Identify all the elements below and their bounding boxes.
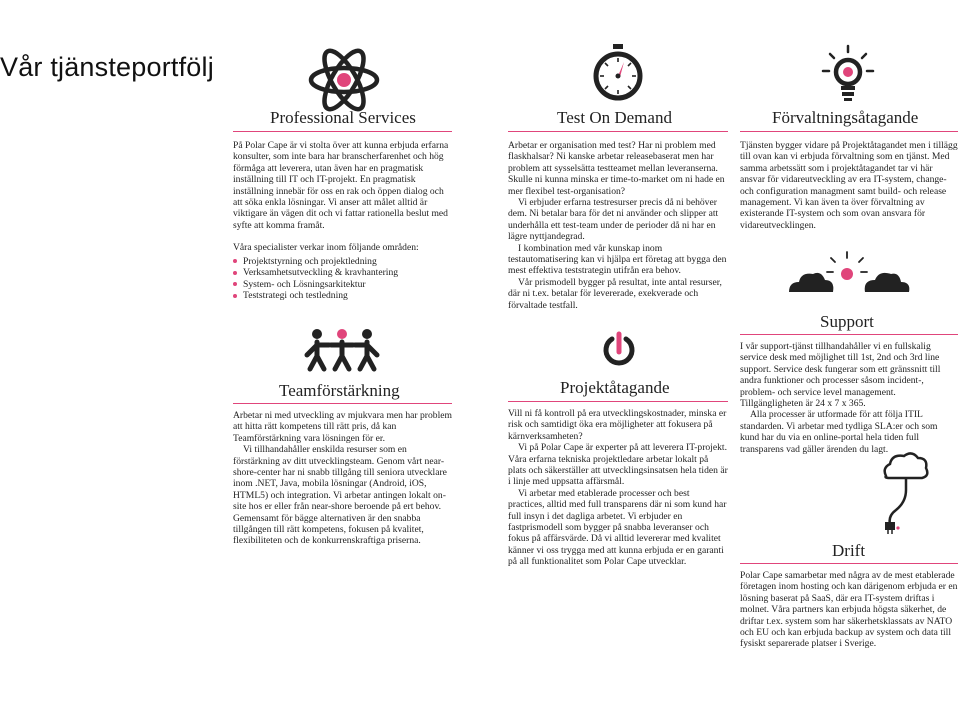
teamforstarkning-title: Teamförstärkning [279,381,400,400]
projektatagande-text [508,408,728,568]
lightbulb-icon [820,44,876,106]
drift-title: Drift [832,541,866,560]
team-figures-icon [305,328,379,372]
support-text [740,341,958,455]
paragraph: Vi på Polar Cape är experter på att leverera IT-projekt. Våra erfarna tekniska projektledare arbetar lokalt på plats och säkerställer att utvecklingsinsatsen hela tiden är i linje med uppsatta affärsmål. [508,442,728,488]
list-item: System- och Lösningsarkitektur [233,279,452,291]
paragraph: På Polar Cape är vi stolta över att kunna erbjuda erfarna konsulter, som inte bara har branscherfarenhet och hög förmåga att leverera, utan även har en pragmatisk inställning till IT och IT-projekt. En pragmatisk inställning innebär för oss en rak och öppen dialog och att söka enkla lösningar. Vi anser att målet alltid är viktigare än vägen dit och vi fattar rationella beslut med syfte att komma framåt. [233,140,449,231]
paragraph: Arbetar ni med utveckling av mjukvara men har problem att hitta rätt kompetens till rätt pris, då kan Teamförstärkning vara lösningen för er. [233,410,452,444]
section-divider [233,403,452,404]
page-title: Vår tjänsteportfölj [0,52,214,82]
paragraph: I kombination med vår kunskap inom testautomatisering kan vi hjälpa ert företag att bygga den mest effektiva teststrategin utifrån era behov. [508,242,727,277]
areas-list [233,256,452,302]
section-divider [740,131,958,132]
list-item: Teststrategi och testledning [233,290,452,302]
drift-text [740,570,958,650]
atom-icon [308,44,380,116]
section-divider [740,563,958,564]
professional-services-title: Professional Services [270,108,416,127]
support-title: Support [820,312,874,331]
paragraph: Våra specialister verkar inom följande områden: [233,242,419,254]
paragraph: Alla processer är utformade för att följa ITIL standarden. Vi arbetar med tydliga SLA:er och som kund har du via en online-portal hela tiden full transparens vad gäller ärenden du lagt. [740,409,938,455]
paragraph: Vi tillhandahåller enskilda resurser som en förstärkning av ditt utvecklingsteam. Genom vårt near-shore-center har ni snabb tillgång till seniora utvecklare inom .NET, Java, mobila lösningar (Android, iOS, HTML5) och integration. Vi arbetar antingen lokalt on-site hos er eller från near-shore beroende på ert behov. Gemensamt för bägge alternativen är den snabba tillgången till rätt kompetens, fokusen på kvalitet, flexibiliteten och de konkurrenskraftiga priserna. [233,444,447,547]
test-on-demand-title: Test On Demand [557,108,672,127]
projektatagande-title: Projektåtagande [560,378,670,397]
power-icon [602,330,636,368]
paragraph: Vi arbetar med etablerade processer och best practices, alltid med full transparens där ni som kund har full insyn i det dagliga arbetet. Vi erbjuder en fastprismodell som bygger på snabba leveranser och fokus på affärsvärde. Då vi alltid levererar med kvalitet känner vi oss trygga med att kunna erbjuda er en garanti på all funktionalitet som Polar Cape utvecklar. [508,487,727,568]
cloud-plug-icon [880,450,932,532]
section-divider [508,131,728,132]
paragraph: Vi erbjuder erfarna testresurser precis då ni behöver dem. Ni betalar bara för det ni använder och slipper att underhålla ett test-team under de perioder då ni har en lägre nyttjandegrad. [508,197,719,243]
cloud-sun-icon [785,250,915,302]
forvaltning-title: Förvaltningsåtagande [772,108,919,127]
paragraph: I vår support-tjänst tillhandahåller vi en fullskalig service desk med möjlighet till 1st, 2nd och 3rd line support. Service desk fungerar som ett gränssnitt till andra funktioner och processer såsom incident-, problem- och service level management. Tillgängligheten är 24 x 7 x 365. [740,341,941,410]
test-on-demand-text [508,140,728,311]
stopwatch-icon [590,44,646,102]
list-item: Projektstyrning och projektledning [233,256,452,268]
paragraph: Vår prismodell bygger på resultat, inte antal resurser, där ni t.ex. betalar för levererade, exekverade och förvaltade testfall. [508,276,722,311]
list-item: Verksamhetsutveckling & kravhantering [233,267,452,279]
paragraph: Polar Cape samarbetar med några av de mest etablerade företagen inom hosting och kan därigenom erbjuda er en lösning baserat på SaaS, där era IT-system driftas i molnet. Våra partners kan erbjuda högsta säkerhet, de driftar t.ex. system som har säkerhetsklassats av NATO och EU och kan erbjuda backup av system och data till fysiskt separerade platser i Sverige. [740,570,958,650]
professional-services-text [233,140,452,302]
paragraph: Arbetar er organisation med test? Har ni problem med flaskhalsar? Ni kanske arbetar releasebaserat men har problem att sysselsätta testteamet mellan leveranserna. Skulle ni kunna minska er time-to-market om ni hade en mer flexibel test-organisation? [508,140,725,197]
section-divider [508,401,728,402]
section-divider [740,334,958,335]
paragraph: Tjänsten bygger vidare på Projektåtagandet men i tillägg till ovan kan vi erbjuda förvaltning som en tjänst. Med samma arbetssätt som i projektåtagandet tar vi här ansvar för vidareutveckling av era IT-system, change- och configuration managment samt build- och release management. Vi kan även ta över förvaltning av existerande IT-system och som ovan ansvara för vidareutvecklingen. [740,140,958,231]
teamforstarkning-text [233,410,452,547]
paragraph: Vill ni få kontroll på era utvecklingskostnader, minska er risk och samtidigt öka era möjligheter att fokusera på kärnverksamheten? [508,408,727,442]
forvaltning-text [740,140,958,231]
section-divider [233,131,452,132]
